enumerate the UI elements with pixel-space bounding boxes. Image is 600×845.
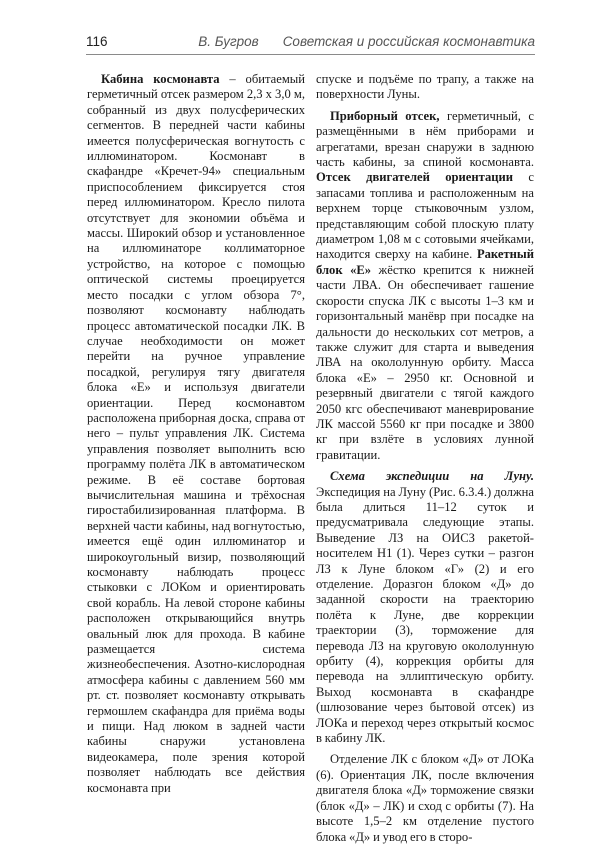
- term-attitude-engines-compartment: Отсек двигателей ориентации: [316, 170, 514, 185]
- paragraph-lk-separation: Отделение ЛК с блоком «Д» от ЛОКа (6). Ориентация ЛК, после включения двигателя блока «Д» торможение связки (блок «Д» – ЛК) и сход с орбиты (7). На высоте 1,5–2 км отделение пустого блока «Д» и увод его в сторо-: [316, 752, 534, 844]
- term-instrument-compartment: Приборный отсек,: [330, 108, 440, 123]
- term-rocket-block-e: Ракетный блок «Е»: [316, 247, 534, 277]
- paragraph-text: жёстко крепится к нижней части ЛВА. Он обеспечивает гашение скорости спуска ЛК с высоты 1–3 км и горизонтальный манёвр при посадке на дальности до нескольких сот метров, а также служит для старта и выведения ЛВА на окололунную орбиту. Масса блока «Е» – 2950 кг. Основной и резервный двигатели с тягой каждого 2050 кгс обеспечивают маневрирование ЛК массой 5560 кг при посадке и 3800 кг при взлёте в условиях лунной гравитации.: [316, 262, 534, 462]
- term-cosmonaut-cabin: Кабина космонавта: [101, 72, 220, 86]
- paragraph-text: – обитаемый герметичный отсек размером 2,3 х 3,0 м, собранный из двух полусферических сегментов. В передней части кабины имеется полусферическая вогнутость с иллюминатором. Космонавт в скафандре «Кречет-94» специальным приспособлением фиксируется стоя перед иллюминатором. Кресло пилота отсутствует для экономии объёма и массы. Широкий обзор и установленное на иллюминаторе коллиматорное устройство, на которое с помощью оптической системы проецируется место посадки с углом обзора 7°, позволяют космонавту наблюдать процесс автоматической посадки ЛК. В случае необходимости он может перейти на ручное управление посадкой, регулируя тягу двигателя блока «Е» и используя двигатели ориентации. Перед космонавтом расположена приборная доска, справа от него – пульт управления ЛК. Система управления позволяет выполнить всю программу полёта ЛК в автоматическом режиме. В её составе бортовая вычислительная машина и трёхосная гиростабилизированная платформа. В верхней части кабины, над вогнутостью, имеется ещё один иллюминатор и широкоугольный визир, позволяющий космонавту наблюдать процесс стыковки с ЛОКом и ориентировать свой корабль. На левой стороне кабины расположен открывающийся внутрь овальный люк для прохода. В кабине размещается система жизнеобеспечения. Азотно-кислородная атмосфера кабины с давлением 560 мм рт. ст. позволяет космонавту открывать гермошлем скафандра для приёма воды и пищи. Над люком в задней части кабины снаружи установлена видеокамера, поле зрения которой позволяет наблюдать все действия космонавта при: [87, 72, 305, 795]
- running-title-book: Советская и российская космонавтика: [282, 34, 535, 49]
- paragraph-text: Экспедиция на Луну (Рис. 6.3.4.) должна была длиться 11–12 суток и предусматривала следующие этапы. Выведение ЛЗ на ОИСЗ ракетой-носителем Н1 (1). Через сутки – разгон ЛЗ к Луне блоком «Г» (2) и его отделение. Доразгон блоком «Д» до заданной скорости на траекторию полёта к Луне, две коррекции траектории (3), торможение для перевода ЛЗ на круговую окололунную орбиту (4), коррекция орбиты для перевода на эллиптическую орбиту. Выход космонавта в скафандре (шлюзование через бытовой отсек) из ЛОКа и переход через открытый космос в кабину ЛК.: [316, 484, 534, 746]
- left-column: [87, 72, 305, 796]
- paragraph-instrument-compartment: [316, 109, 534, 463]
- paragraph-expedition-scheme: [316, 469, 534, 746]
- term-expedition-scheme: Схема экспедиции на Луну.: [330, 469, 534, 484]
- paragraph-text: герметичный, с размещёнными в нём приборами и агрегатами, врезан снаружи в заднюю часть кабины, за спиной космонавта.: [316, 108, 534, 170]
- page-header: [86, 33, 535, 51]
- paragraph-cosmonaut-cabin: [87, 72, 305, 796]
- header-rule: [86, 54, 535, 55]
- right-column: [316, 72, 534, 845]
- paragraph-text: с запасами топлива и расположенным на верхнем торце стыковочным узлом, представляющим собой плоскую плату диаметром 1,08 м с сотовыми ячейками, находится сверху на кабине.: [316, 170, 534, 262]
- running-title-author: В. Бугров: [198, 34, 259, 49]
- paragraph-continuation: спуске и подъёме по трапу, а также на поверхности Луны.: [316, 72, 534, 102]
- running-title: [198, 34, 535, 49]
- page-number: 116: [86, 34, 108, 49]
